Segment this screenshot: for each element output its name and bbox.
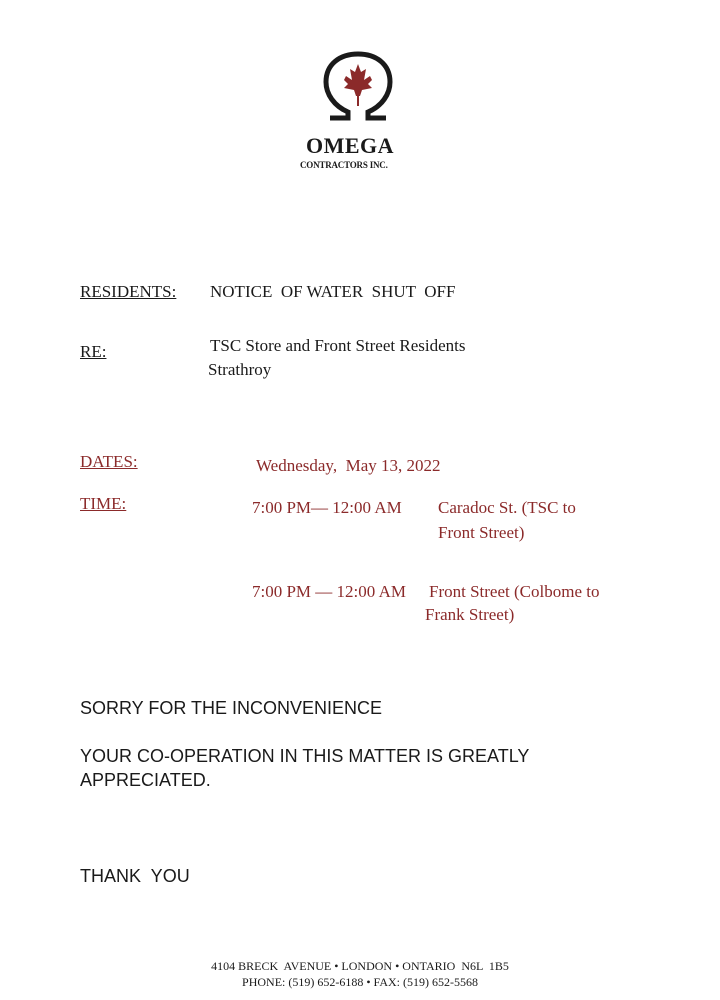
location-2-line-1: Front Street (Colbome to: [429, 582, 600, 601]
location-1-line-1: Caradoc St. (TSC to: [438, 498, 576, 517]
footer-phone: PHONE: (519) 652-6188 • FAX: (519) 652-5568: [242, 975, 478, 989]
time-label: TIME:: [80, 494, 127, 513]
re-label: RE:: [80, 342, 107, 361]
location-2-line-2: Frank Street): [425, 605, 515, 624]
time-range-1: 7:00 PM— 12:00 AM: [252, 498, 402, 517]
dates-label: DATES:: [80, 452, 138, 471]
footer-address: 4104 BRECK AVENUE • LONDON • ONTARIO N6L 1B5: [211, 959, 509, 973]
notice-title: NOTICE OF WATER SHUT OFF: [210, 282, 456, 301]
time-range-2: 7:00 PM — 12:00 AM: [252, 582, 406, 601]
cooperation-line-1: YOUR CO-OPERATION IN THIS MATTER IS GREATLY: [80, 746, 530, 766]
date-value: Wednesday, May 13, 2022: [256, 456, 441, 475]
apology-text: SORRY FOR THE INCONVENIENCE: [80, 698, 383, 718]
re-line-2: Strathroy: [208, 360, 272, 379]
logo-subtitle: CONTRACTORS INC.: [300, 160, 388, 170]
residents-label: RESIDENTS:: [80, 282, 177, 301]
omega-maple-leaf-icon: [320, 50, 396, 122]
re-line-1: TSC Store and Front Street Residents: [210, 336, 466, 355]
cooperation-line-2: APPRECIATED.: [80, 770, 211, 790]
thank-you-text: THANK YOU: [80, 866, 190, 886]
logo-name: OMEGA: [306, 133, 395, 158]
location-1-line-2: Front Street): [438, 523, 525, 542]
